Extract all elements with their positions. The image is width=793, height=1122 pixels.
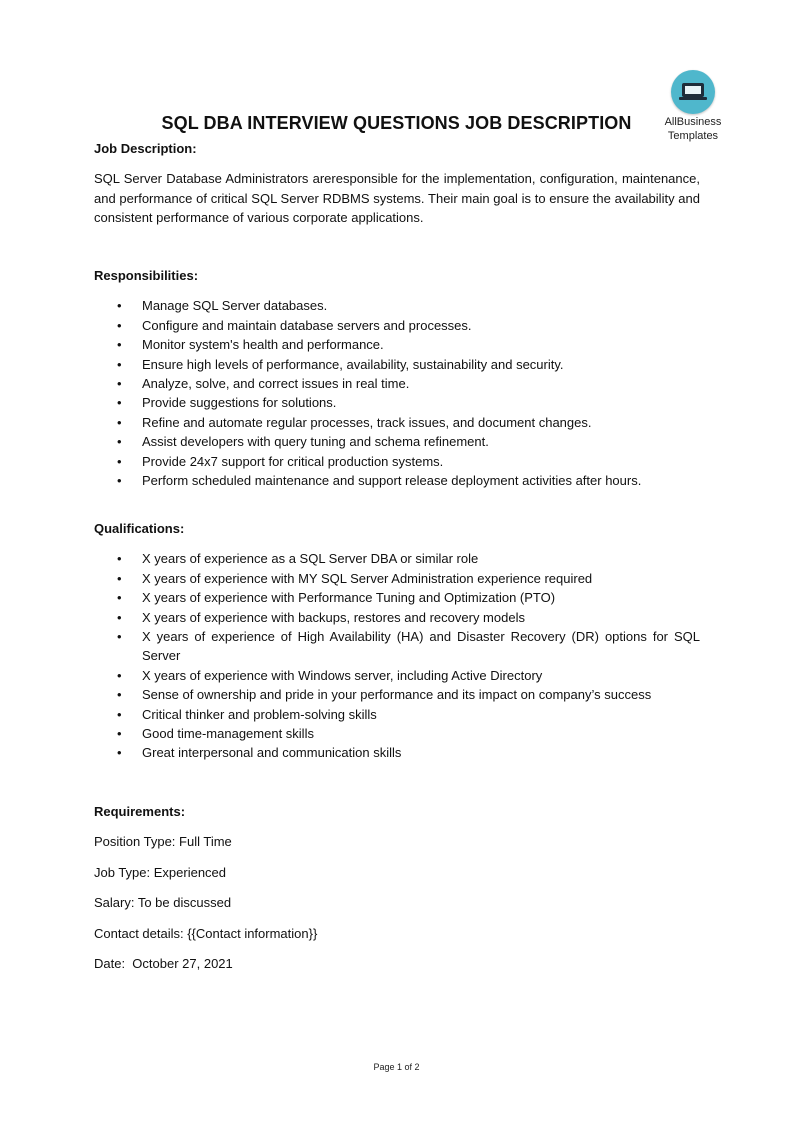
bullet-icon: • <box>117 629 122 645</box>
requirements-section <box>94 802 700 973</box>
qualifications-section <box>94 519 700 763</box>
bullet-icon: • <box>117 667 122 683</box>
bullet-icon: • <box>117 590 122 606</box>
list-item: • Perform scheduled maintenance and support release deployment activities after hours. <box>94 471 700 490</box>
bullet-icon: • <box>117 609 122 625</box>
logo-text-line2: Templates <box>667 130 719 142</box>
bullet-icon: • <box>117 434 122 450</box>
list-item: • X years of experience with Windows server, including Active Directory <box>94 666 700 685</box>
salary: Salary: To be discussed <box>94 895 232 911</box>
list-item: • Provide suggestions for solutions. <box>94 393 700 412</box>
list-item: • X years of experience as a SQL Server DBA or similar role <box>94 549 700 568</box>
bullet-icon: • <box>117 570 122 586</box>
list-item: • X years of experience of High Availability (HA) and Disaster Recovery (DR) options for SQL Server <box>117 629 700 664</box>
list-item: • Refine and automate regular processes, track issues, and document changes. <box>94 413 700 432</box>
qualifications-list <box>94 549 700 762</box>
bullet-icon: • <box>117 745 122 761</box>
bullet-icon: • <box>117 337 122 353</box>
list-item: • X years of experience with MY SQL Server Administration experience required <box>94 569 700 588</box>
job-type: Job Type: Experienced <box>94 864 227 880</box>
list-item: • X years of experience with Performance Tuning and Optimization (PTO) <box>94 588 700 607</box>
bullet-icon: • <box>117 453 122 469</box>
bullet-icon: • <box>117 687 122 703</box>
list-item: • Analyze, solve, and correct issues in real time. <box>94 374 700 393</box>
job-description-text: SQL Server Database Administrators areresponsible for the implementation, configuration, maintenance, and performance of critical SQL Server RDBMS systems. Their main goal is to ensure the availability and consistent performance of various corporate applications. <box>94 171 700 226</box>
list-item: • Provide 24x7 support for critical production systems. <box>94 452 700 471</box>
bullet-icon: • <box>117 298 122 314</box>
bullet-icon: • <box>117 414 122 430</box>
laptop-icon <box>671 70 715 114</box>
contact-details: Contact details: {{Contact information}} <box>94 925 318 941</box>
bullet-icon: • <box>117 706 122 722</box>
bullet-icon: • <box>117 356 122 372</box>
bullet-icon: • <box>117 551 122 567</box>
list-item: • Critical thinker and problem-solving skills <box>94 705 700 724</box>
page-number: Page 1 of 2 <box>373 1062 420 1072</box>
bullet-icon: • <box>117 395 122 411</box>
bullet-icon: • <box>117 376 122 392</box>
logo-text-line1: AllBusiness <box>664 116 722 128</box>
list-item: • Sense of ownership and pride in your performance and its impact on company’s success <box>94 685 700 704</box>
qualifications-label: Qualifications: <box>94 521 185 536</box>
bullet-icon: • <box>117 473 122 489</box>
list-item: • Manage SQL Server databases. <box>94 296 700 315</box>
document-title: SQL DBA INTERVIEW QUESTIONS JOB DESCRIPTION <box>161 113 632 133</box>
bullet-icon: • <box>117 726 122 742</box>
list-item: • Good time-management skills <box>94 724 700 743</box>
job-description-label: Job Description: <box>94 141 197 156</box>
responsibilities-label: Responsibilities: <box>94 268 199 283</box>
responsibilities-list <box>94 296 700 490</box>
list-item: • Great interpersonal and communication skills <box>94 743 700 762</box>
position-type: Position Type: Full Time <box>94 834 232 850</box>
list-item: • X years of experience with backups, restores and recovery models <box>94 608 700 627</box>
list-item: • Monitor system's health and performance. <box>94 335 700 354</box>
bullet-icon: • <box>117 317 122 333</box>
requirements-label: Requirements: <box>94 804 186 819</box>
list-item: • Assist developers with query tuning and schema refinement. <box>94 432 700 451</box>
list-item: • Ensure high levels of performance, availability, sustainability and security. <box>94 355 700 374</box>
responsibilities-section <box>94 266 700 490</box>
list-item: • Configure and maintain database servers and processes. <box>94 316 700 335</box>
job-description-section <box>94 139 700 228</box>
document-date: Date: October 27, 2021 <box>94 956 233 972</box>
